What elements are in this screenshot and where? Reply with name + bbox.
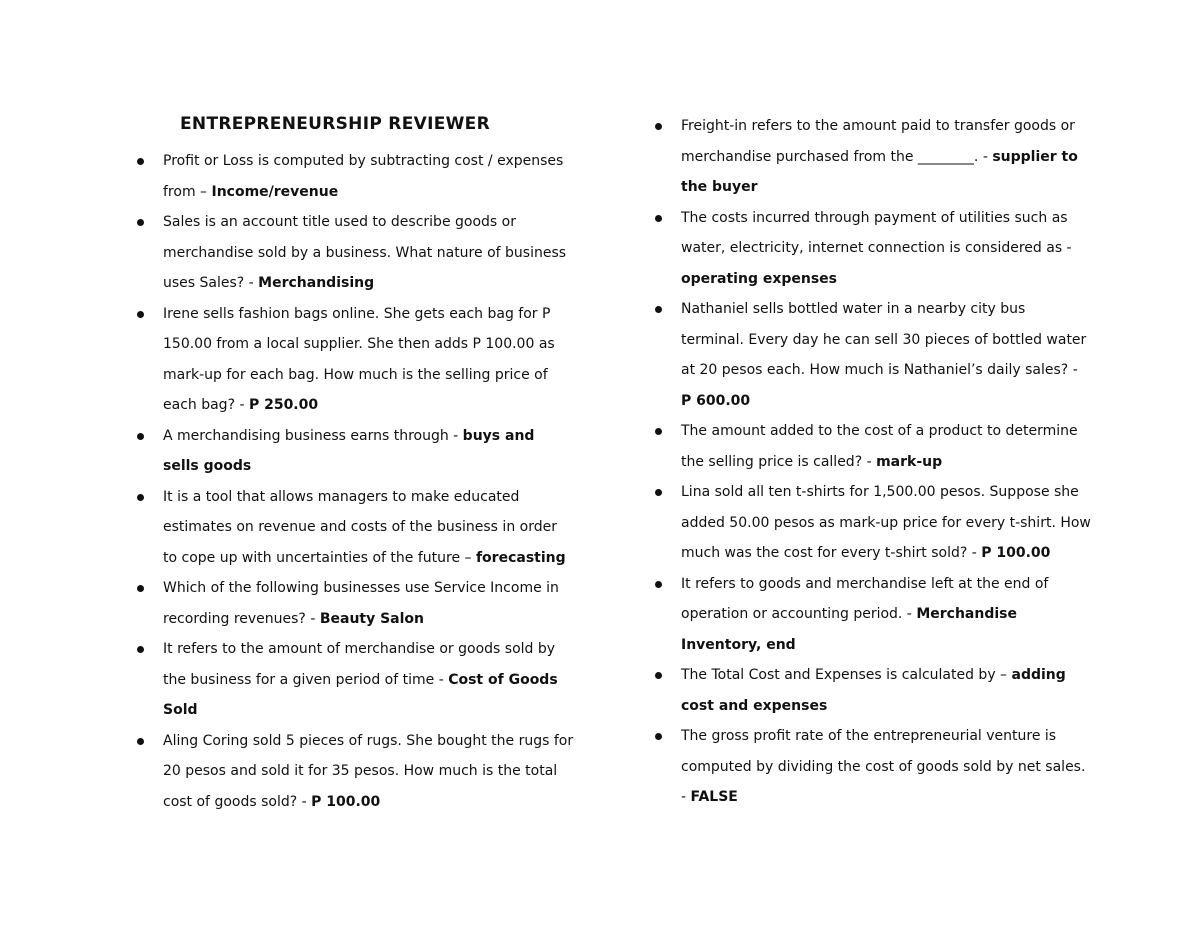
answer-text: Income/revenue xyxy=(211,183,339,200)
answer-text: adding cost and expenses xyxy=(681,667,1066,714)
answer-text: P 600.00 xyxy=(681,392,751,409)
list-item xyxy=(134,207,574,299)
question-text: Lina sold all ten t-shirts for 1,500.00 pesos. Suppose she added 50.00 pesos as mark-up price for every t-shirt. How much was the cost for every t-shirt sold? - xyxy=(681,484,1091,561)
list-item xyxy=(134,573,574,634)
question-text: It refers to the amount of merchandise or goods sold by the business for a given period of time - xyxy=(163,641,556,688)
bullet-icon xyxy=(655,581,662,588)
answer-text: forecasting xyxy=(475,549,566,566)
list-item xyxy=(134,299,574,421)
list-item xyxy=(134,146,574,207)
list-item xyxy=(134,421,574,482)
question-text: Nathaniel sells bottled water in a nearby city bus terminal. Every day he can sell 30 pieces of bottled water at 20 pesos each. How much is Nathaniel’s daily sales? - xyxy=(681,301,1087,378)
list-item xyxy=(652,721,1092,813)
list-item xyxy=(134,726,574,818)
list-item xyxy=(652,569,1092,661)
bullet-icon xyxy=(655,306,662,313)
question-text: Irene sells fashion bags online. She gets each bag for P 150.00 from a local supplier. She then adds P 100.00 as mark-up for each bag. How much is the selling price of each bag? - xyxy=(163,305,555,413)
bullet-icon xyxy=(655,672,662,679)
answer-text: Cost of Goods Sold xyxy=(163,671,558,718)
answer-text: Beauty Salon xyxy=(319,610,425,627)
question-text: Which of the following businesses use Service Income in recording revenues? - xyxy=(163,580,559,627)
list-item xyxy=(652,477,1092,569)
bullet-icon xyxy=(137,585,144,592)
answer-text: P 100.00 xyxy=(311,793,381,810)
answer-text: mark-up xyxy=(876,453,943,470)
list-item xyxy=(652,416,1092,477)
answer-text: Merchandising xyxy=(258,275,375,291)
answer-text: operating expenses xyxy=(681,270,838,287)
bullet-icon xyxy=(137,158,144,165)
answer-text: FALSE xyxy=(690,789,738,805)
question-text: The costs incurred through payment of utilities such as water, electricity, internet connection is considered as - xyxy=(681,209,1072,256)
list-item xyxy=(652,294,1092,416)
question-text: The Total Cost and Expenses is calculated by – xyxy=(681,667,1012,683)
answer-text: P 250.00 xyxy=(248,397,319,413)
left-question-list xyxy=(134,146,574,817)
list-item xyxy=(652,660,1092,721)
bullet-icon xyxy=(137,219,144,226)
bullet-icon xyxy=(137,433,144,440)
answer-text: Merchandise Inventory, end xyxy=(681,606,1017,653)
list-item xyxy=(652,203,1092,295)
question-text: Freight-in refers to the amount paid to transfer goods or merchandise purchased from the ________. - xyxy=(681,118,1075,165)
question-text: Profit or Loss is computed by subtracting cost / expenses from – xyxy=(163,153,564,200)
list-item xyxy=(652,111,1092,203)
question-text: Aling Coring sold 5 pieces of rugs. She bought the rugs for 20 pesos and sold it for 35 pesos. How much is the total cost of goods sold? - xyxy=(163,732,574,810)
question-text: The amount added to the cost of a product to determine the selling price is called? - xyxy=(681,423,1078,470)
document-title: ENTREPRENEURSHIP REVIEWER xyxy=(180,114,490,134)
answer-text: P 100.00 xyxy=(981,545,1051,561)
bullet-icon xyxy=(137,646,144,653)
question-text: Sales is an account title used to describe goods or merchandise sold by a business. What nature of business uses Sales? - xyxy=(163,214,567,291)
bullet-icon xyxy=(655,733,662,740)
bullet-icon xyxy=(655,428,662,435)
question-text: A merchandising business earns through - xyxy=(163,427,463,444)
list-item xyxy=(134,634,574,726)
answer-text: buys and sells goods xyxy=(163,427,535,474)
bullet-icon xyxy=(655,123,662,130)
answer-text: supplier to the buyer xyxy=(681,148,1078,195)
question-text: It refers to goods and merchandise left at the end of operation or accounting period. - xyxy=(681,575,1049,622)
list-item xyxy=(134,482,574,574)
question-text: The gross profit rate of the entrepreneurial venture is computed by dividing the cost of goods sold by net sales. - xyxy=(681,728,1086,805)
bullet-icon xyxy=(137,738,144,745)
bullet-icon xyxy=(137,494,144,501)
question-text: It is a tool that allows managers to make educated estimates on revenue and costs of the business in order to cope up with uncertainties of the future – xyxy=(163,488,557,566)
bullet-icon xyxy=(655,489,662,496)
bullet-icon xyxy=(137,311,144,318)
bullet-icon xyxy=(655,215,662,222)
right-question-list xyxy=(652,111,1092,813)
